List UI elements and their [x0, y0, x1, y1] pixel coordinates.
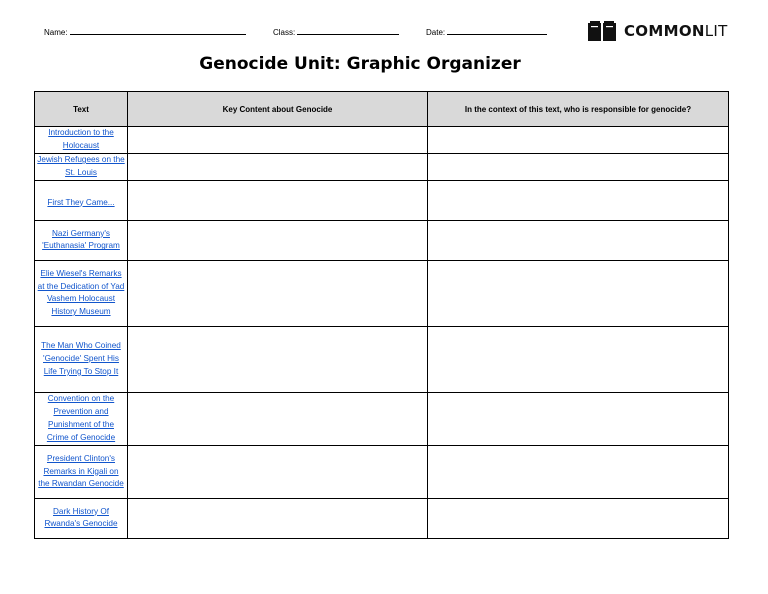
responsibility-cell[interactable]	[428, 127, 729, 154]
key-content-cell[interactable]	[128, 327, 428, 393]
responsibility-cell[interactable]	[428, 221, 729, 261]
text-cell	[35, 127, 128, 154]
key-content-cell[interactable]	[128, 393, 428, 446]
table-row	[35, 393, 729, 446]
commonlit-logo	[586, 20, 728, 42]
text-cell	[35, 221, 128, 261]
responsibility-cell[interactable]	[428, 446, 729, 499]
table-row	[35, 181, 729, 221]
key-content-cell[interactable]	[128, 499, 428, 539]
table-row	[35, 154, 729, 181]
text-link[interactable]: Elie Wiesel's Remarks at the Dedication of Yad Vashem Holocaust History Museum	[37, 268, 125, 317]
class-blank-line[interactable]	[297, 27, 399, 35]
table-row	[35, 446, 729, 499]
key-content-cell[interactable]	[128, 127, 428, 154]
key-content-cell[interactable]	[128, 221, 428, 261]
key-content-cell[interactable]	[128, 181, 428, 221]
key-content-cell[interactable]	[128, 446, 428, 499]
text-cell	[35, 181, 128, 221]
responsibility-cell[interactable]	[428, 261, 729, 327]
column-header-responsibility: In the context of this text, who is responsible for genocide?	[428, 92, 729, 127]
text-cell	[35, 261, 128, 327]
table-row	[35, 261, 729, 327]
name-blank-line[interactable]	[70, 27, 246, 35]
text-link[interactable]: The Man Who Coined 'Genocide' Spent His Life Trying To Stop It	[41, 341, 121, 376]
text-cell	[35, 154, 128, 181]
responsibility-cell[interactable]	[428, 327, 729, 393]
text-link[interactable]: President Clinton's Remarks in Kigali on the Rwandan Genocide	[38, 453, 124, 489]
date-blank-line[interactable]	[447, 27, 547, 35]
date-field[interactable]	[426, 27, 547, 37]
logo-light-text: LIT	[704, 22, 728, 40]
column-header-text: Text	[35, 92, 128, 127]
date-label: Date:	[426, 28, 446, 37]
table-row	[35, 327, 729, 393]
name-label: Name:	[44, 28, 68, 37]
text-link[interactable]: Introduction to the Holocaust	[48, 128, 114, 150]
column-header-key-content: Key Content about Genocide	[128, 92, 428, 127]
text-link[interactable]: Jewish Refugees on the St. Louis	[37, 155, 125, 177]
text-cell	[35, 446, 128, 499]
text-cell	[35, 393, 128, 446]
class-label: Class:	[273, 28, 296, 37]
graphic-organizer-table	[34, 91, 729, 539]
text-link[interactable]: Nazi Germany's 'Euthanasia' Program	[42, 228, 120, 251]
table-row	[35, 221, 729, 261]
table-header-row	[35, 92, 729, 127]
logo-wordmark	[624, 22, 728, 40]
text-link[interactable]: First They Came...	[47, 197, 115, 207]
open-book-icon	[586, 20, 618, 42]
responsibility-cell[interactable]	[428, 181, 729, 221]
text-cell	[35, 499, 128, 539]
text-link[interactable]: Convention on the Prevention and Punishment of the Crime of Genocide	[46, 394, 116, 442]
key-content-cell[interactable]	[128, 261, 428, 327]
responsibility-cell[interactable]	[428, 154, 729, 181]
page-title: Genocide Unit: Graphic Organizer	[199, 54, 521, 74]
text-cell	[35, 327, 128, 393]
class-field[interactable]	[273, 27, 399, 37]
logo-bold-text: COMMON	[624, 22, 705, 40]
table-row	[35, 127, 729, 154]
text-link[interactable]: Dark History Of Rwanda's Genocide	[44, 506, 118, 529]
responsibility-cell[interactable]	[428, 393, 729, 446]
responsibility-cell[interactable]	[428, 499, 729, 539]
name-field[interactable]	[44, 27, 246, 37]
key-content-cell[interactable]	[128, 154, 428, 181]
table-row	[35, 499, 729, 539]
